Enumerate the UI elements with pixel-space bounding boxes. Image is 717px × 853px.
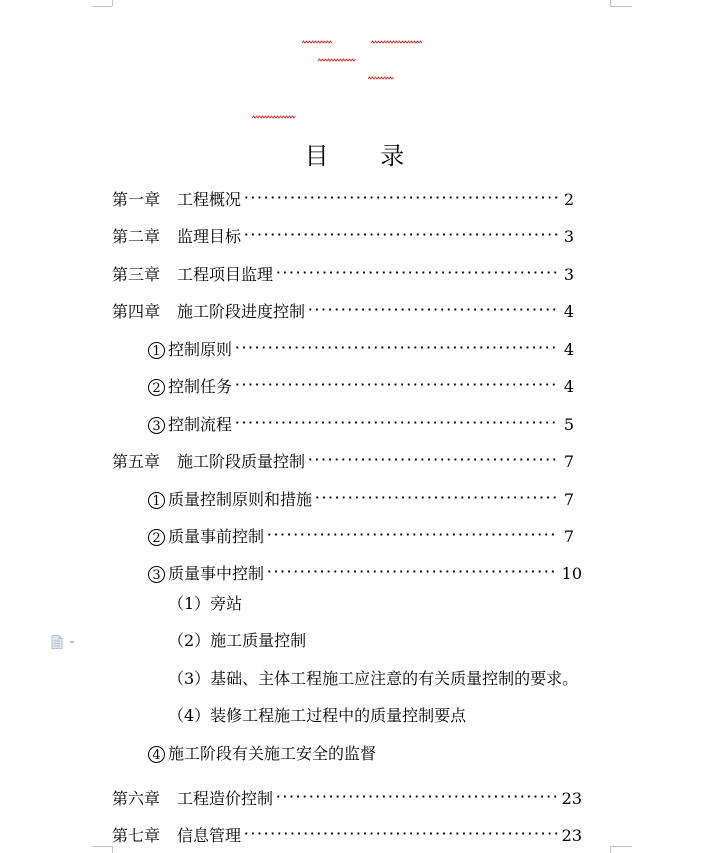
toc-entry-subsection-4[interactable]: （4）装修工程施工过程中的质量控制要点 bbox=[168, 706, 467, 725]
dot-leader bbox=[275, 256, 558, 280]
section-text: 质量事中控制 bbox=[168, 564, 265, 583]
page-number: 7 bbox=[563, 452, 574, 471]
page-number: 4 bbox=[563, 302, 574, 321]
toc-entry-section-5-4[interactable] bbox=[148, 742, 376, 766]
toc-entry-chapter-3[interactable] bbox=[112, 256, 574, 284]
section-label bbox=[148, 375, 232, 399]
page-number: 5 bbox=[563, 415, 574, 434]
dot-leader bbox=[307, 443, 558, 467]
spellcheck-squiggle[interactable] bbox=[302, 40, 332, 44]
section-label bbox=[148, 525, 264, 549]
circled-number: 4 bbox=[148, 746, 165, 763]
spellcheck-squiggle[interactable] bbox=[252, 115, 296, 119]
page-number: 4 bbox=[563, 340, 574, 359]
page-number: 23 bbox=[561, 789, 582, 808]
circled-number: 2 bbox=[148, 379, 165, 396]
section-text: 控制任务 bbox=[168, 377, 233, 396]
page-number: 2 bbox=[563, 190, 574, 209]
toc-entry-section-4-2[interactable] bbox=[148, 368, 574, 396]
dot-leader bbox=[234, 368, 558, 392]
page-number: 7 bbox=[563, 490, 574, 509]
chapter-label: 施工阶段进度控制 bbox=[177, 302, 306, 321]
dot-leader bbox=[266, 555, 558, 579]
crop-mark-top-left bbox=[92, 6, 112, 7]
toc-entry-section-4-3[interactable] bbox=[148, 406, 574, 434]
toc-entry-chapter-2[interactable] bbox=[112, 218, 574, 246]
dot-leader bbox=[266, 518, 558, 542]
dot-leader bbox=[243, 817, 558, 841]
chapter-number: 第七章 bbox=[112, 826, 161, 845]
chapter-label: 工程造价控制 bbox=[177, 789, 274, 808]
toc-entry-chapter-7[interactable] bbox=[112, 817, 582, 845]
section-label bbox=[148, 562, 264, 586]
section-text: 控制流程 bbox=[168, 415, 233, 434]
page-number: 3 bbox=[563, 265, 574, 284]
crop-mark-top-left-vertical bbox=[112, 0, 113, 6]
toc-entry-chapter-1[interactable] bbox=[112, 181, 574, 209]
dot-leader bbox=[275, 780, 558, 804]
crop-mark-top-right-vertical bbox=[610, 0, 611, 6]
circled-number: 2 bbox=[148, 529, 165, 546]
section-text: 质量事前控制 bbox=[168, 527, 265, 546]
section-label bbox=[148, 338, 232, 362]
circled-number: 3 bbox=[148, 566, 165, 583]
dot-leader bbox=[234, 331, 558, 355]
chapter-number: 第五章 bbox=[112, 452, 161, 471]
crop-mark-bottom-right-vertical bbox=[610, 846, 611, 853]
toc-entry-chapter-6[interactable] bbox=[112, 780, 582, 808]
page-number: 3 bbox=[563, 227, 574, 246]
toc-entry-chapter-5[interactable] bbox=[112, 443, 574, 471]
chapter-label: 工程概况 bbox=[177, 190, 242, 209]
dot-leader bbox=[314, 481, 558, 505]
page-number: 4 bbox=[563, 377, 574, 396]
toc-entry-subsection-3[interactable]: （3）基础、主体工程施工应注意的有关质量控制的要求。 bbox=[168, 669, 579, 688]
circled-number: 3 bbox=[148, 417, 165, 434]
chapter-number: 第六章 bbox=[112, 789, 161, 808]
section-label bbox=[148, 488, 312, 512]
section-text: 施工阶段有关施工安全的监督 bbox=[168, 744, 377, 763]
spellcheck-squiggle[interactable] bbox=[368, 76, 394, 80]
circled-number: 1 bbox=[148, 492, 165, 509]
page-number: 7 bbox=[563, 527, 574, 546]
toc-entry-section-5-3[interactable] bbox=[148, 555, 582, 583]
crop-mark-bottom-right bbox=[610, 846, 632, 847]
page-number: 10 bbox=[561, 564, 582, 583]
page-number: 23 bbox=[561, 826, 582, 845]
crop-mark-bottom-left bbox=[92, 846, 112, 847]
chevron-down-icon bbox=[69, 641, 75, 644]
chapter-number: 第四章 bbox=[112, 302, 161, 321]
dot-leader bbox=[307, 293, 558, 317]
toc-entry-section-5-2[interactable] bbox=[148, 518, 574, 546]
document-icon[interactable] bbox=[51, 634, 79, 648]
dot-leader bbox=[234, 406, 558, 430]
spellcheck-squiggle[interactable] bbox=[371, 40, 423, 44]
chapter-label: 监理目标 bbox=[177, 227, 242, 246]
section-text: 质量控制原则和措施 bbox=[168, 490, 313, 509]
section-label bbox=[148, 413, 232, 437]
toc-entry-chapter-4[interactable] bbox=[112, 293, 574, 321]
crop-mark-top-right bbox=[610, 6, 632, 7]
chapter-number: 第三章 bbox=[112, 265, 161, 284]
toc-entry-subsection-2[interactable]: （2）施工质量控制 bbox=[168, 631, 307, 650]
dot-leader bbox=[243, 218, 558, 242]
section-text: 控制原则 bbox=[168, 340, 233, 359]
chapter-label: 信息管理 bbox=[177, 826, 242, 845]
dot-leader bbox=[243, 181, 558, 205]
chapter-number: 第二章 bbox=[112, 227, 161, 246]
toc-entry-section-4-1[interactable] bbox=[148, 331, 574, 359]
chapter-label: 施工阶段质量控制 bbox=[177, 452, 306, 471]
toc-entry-subsection-1[interactable]: （1）旁站 bbox=[168, 594, 243, 613]
circled-number: 1 bbox=[148, 342, 165, 359]
chapter-label: 工程项目监理 bbox=[177, 265, 274, 284]
toc-title: 目 录 bbox=[304, 142, 427, 170]
chapter-number: 第一章 bbox=[112, 190, 161, 209]
spellcheck-squiggle[interactable] bbox=[318, 58, 356, 62]
toc-entry-section-5-1[interactable] bbox=[148, 481, 574, 509]
